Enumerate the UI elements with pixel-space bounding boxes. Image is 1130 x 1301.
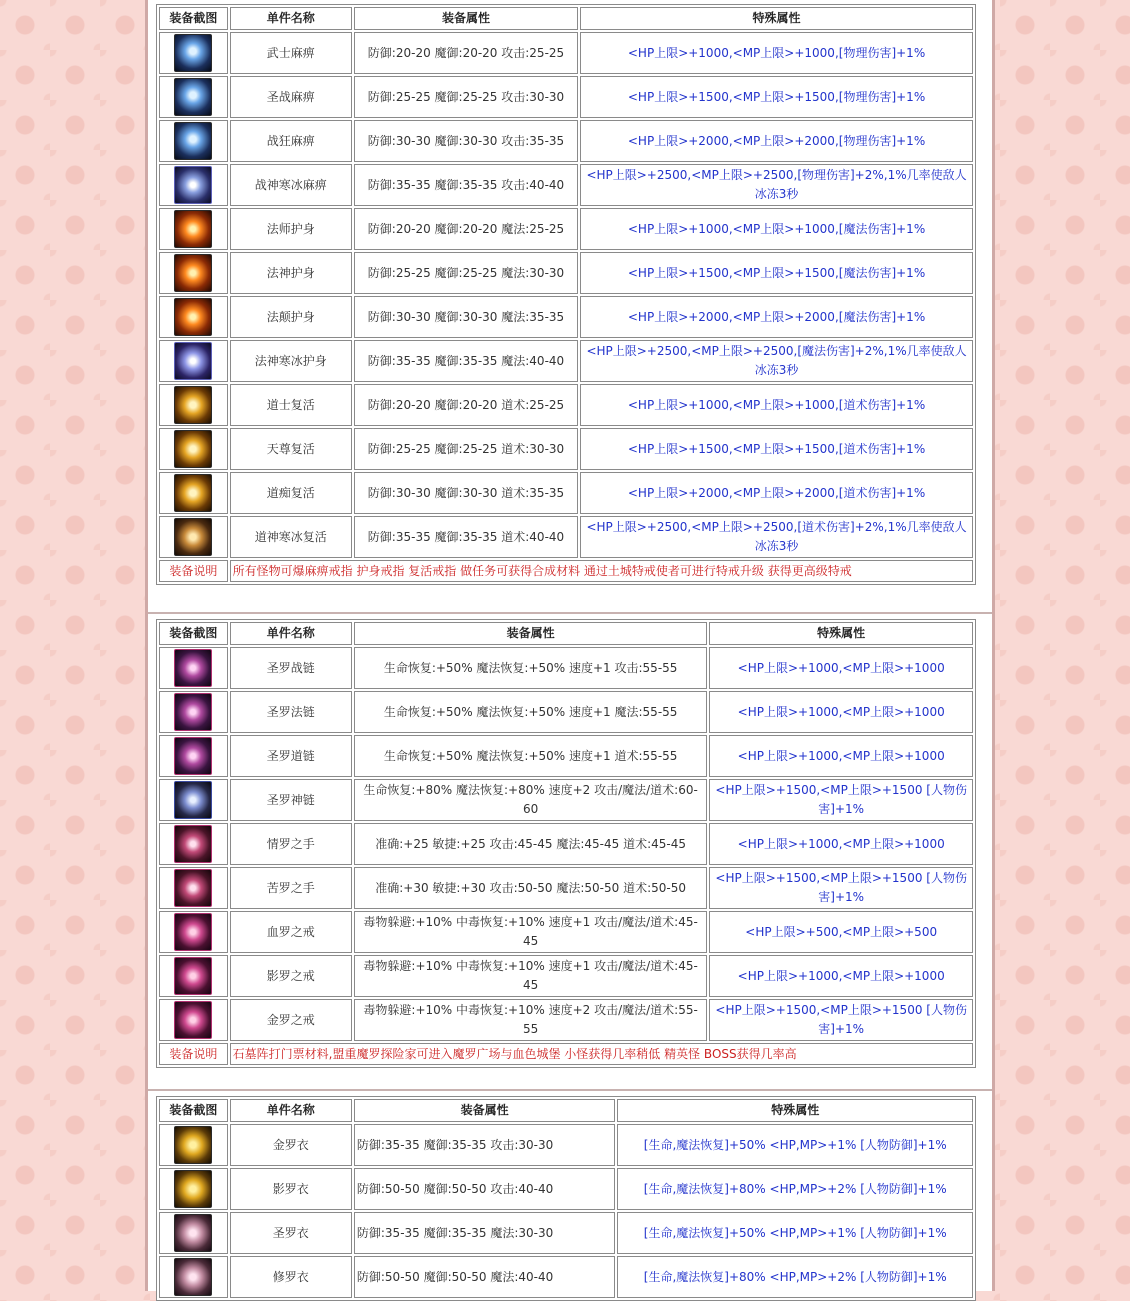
table-row (159, 735, 973, 777)
item-attributes: 准确:+25 敏捷:+25 攻击:45-45 魔法:45-45 道术:45-45 (354, 823, 708, 865)
item-attributes: 防御:30-30 魔御:30-30 道术:35-35 (354, 472, 578, 514)
item-attributes: 防御:30-30 魔御:30-30 魔法:35-35 (354, 296, 578, 338)
section-divider (148, 1089, 992, 1091)
table-row (159, 911, 973, 953)
gem-ring-icon (174, 957, 212, 995)
revival-ring-icon (174, 430, 212, 468)
equipment-image-cell (159, 32, 228, 74)
col-header-name: 单件名称 (230, 1099, 352, 1122)
table-row (159, 999, 973, 1041)
gem-ring-icon (174, 1001, 212, 1039)
note-row (159, 1043, 973, 1065)
table-header-row (159, 622, 973, 645)
equipment-image-cell (159, 691, 228, 733)
equipment-image-cell (159, 340, 228, 382)
item-name: 圣战麻痹 (230, 76, 352, 118)
equipment-image-cell (159, 647, 228, 689)
table-row (159, 384, 973, 426)
bracelet-icon (174, 825, 212, 863)
col-header-special: 特殊属性 (617, 1099, 973, 1122)
item-special-attributes: <HP上限>+1000,<MP上限>+1000,[魔法伤害]+1% (580, 208, 973, 250)
item-name: 影罗之戒 (230, 955, 352, 997)
table-row (159, 1168, 973, 1210)
item-attributes: 生命恢复:+50% 魔法恢复:+50% 速度+1 道术:55-55 (354, 735, 708, 777)
table-row (159, 867, 973, 909)
gem-ring-icon (174, 913, 212, 951)
col-header-screenshot: 装备截图 (159, 7, 228, 30)
table-row (159, 340, 973, 382)
equipment-image-cell (159, 296, 228, 338)
gold-armor-icon (174, 1126, 212, 1164)
item-name: 道士复活 (230, 384, 352, 426)
item-attributes: 毒物躲避:+10% 中毒恢复:+10% 速度+1 攻击/魔法/道术:45-45 (354, 955, 708, 997)
equipment-image-cell (159, 208, 228, 250)
item-special-attributes: <HP上限>+1000,<MP上限>+1000 (709, 823, 973, 865)
item-special-attributes: <HP上限>+1000,<MP上限>+1000,[道术伤害]+1% (580, 384, 973, 426)
item-special-attributes: <HP上限>+1500,<MP上限>+1500 [人物伤害]+1% (709, 999, 973, 1041)
item-special-attributes: [生命,魔法恢复]+80% <HP,MP>+2% [人物防御]+1% (617, 1256, 973, 1298)
table-row (159, 1212, 973, 1254)
item-attributes: 防御:50-50 魔御:50-50 魔法:40-40 (354, 1256, 616, 1298)
item-special-attributes: <HP上限>+2500,<MP上限>+2500,[道术伤害]+2%,1%几率使敌人冰冻3秒 (580, 516, 973, 558)
mage-armor-icon (174, 1214, 212, 1252)
item-special-attributes: <HP上限>+2000,<MP上限>+2000,[魔法伤害]+1% (580, 296, 973, 338)
item-name: 圣罗衣 (230, 1212, 352, 1254)
col-header-name: 单件名称 (230, 7, 352, 30)
col-header-attributes: 装备属性 (354, 7, 578, 30)
item-attributes: 生命恢复:+80% 魔法恢复:+80% 速度+2 攻击/魔法/道术:60-60 (354, 779, 708, 821)
item-attributes: 防御:25-25 魔御:25-25 道术:30-30 (354, 428, 578, 470)
equipment-image-cell (159, 911, 228, 953)
table-row (159, 955, 973, 997)
item-name: 金罗之戒 (230, 999, 352, 1041)
ice-revival-ring-icon (174, 518, 212, 556)
equipment-image-cell (159, 516, 228, 558)
equipment-image-cell (159, 779, 228, 821)
paralysis-ring-icon (174, 34, 212, 72)
item-name: 道痴复活 (230, 472, 352, 514)
equipment-image-cell (159, 252, 228, 294)
equipment-image-cell (159, 867, 228, 909)
mage-armor-icon (174, 1258, 212, 1296)
item-attributes: 防御:35-35 魔御:35-35 道术:40-40 (354, 516, 578, 558)
col-header-name: 单件名称 (230, 622, 352, 645)
table-row (159, 516, 973, 558)
item-name: 圣罗道链 (230, 735, 352, 777)
item-name: 影罗衣 (230, 1168, 352, 1210)
paralysis-ring-icon (174, 122, 212, 160)
note-label: 装备说明 (159, 1043, 228, 1065)
item-attributes: 防御:30-30 魔御:30-30 攻击:35-35 (354, 120, 578, 162)
table-row (159, 779, 973, 821)
item-name: 法师护身 (230, 208, 352, 250)
table-row (159, 164, 973, 206)
table-row (159, 32, 973, 74)
item-name: 法神护身 (230, 252, 352, 294)
table-row (159, 252, 973, 294)
table-header-row (159, 1099, 973, 1122)
table-row (159, 120, 973, 162)
item-name: 天尊复活 (230, 428, 352, 470)
col-header-attributes: 装备属性 (354, 1099, 616, 1122)
item-name: 圣罗神链 (230, 779, 352, 821)
equipment-image-cell (159, 384, 228, 426)
table-row (159, 296, 973, 338)
gold-armor-icon (174, 1170, 212, 1208)
equipment-image-cell (159, 1256, 228, 1298)
item-special-attributes: <HP上限>+2000,<MP上限>+2000,[道术伤害]+1% (580, 472, 973, 514)
protection-ring-icon (174, 210, 212, 248)
item-name: 血罗之戒 (230, 911, 352, 953)
item-name: 修罗衣 (230, 1256, 352, 1298)
item-attributes: 防御:20-20 魔御:20-20 魔法:25-25 (354, 208, 578, 250)
equipment-image-cell (159, 164, 228, 206)
equipment-image-cell (159, 735, 228, 777)
equipment-image-cell (159, 1212, 228, 1254)
item-name: 情罗之手 (230, 823, 352, 865)
item-name: 武士麻痹 (230, 32, 352, 74)
ice-protection-ring-icon (174, 342, 212, 380)
item-special-attributes: <HP上限>+1000,<MP上限>+1000 (709, 691, 973, 733)
note-label: 装备说明 (159, 560, 228, 582)
note-text: 石墓阵打门票材料,盟重魔罗探险家可进入魔罗广场与血色城堡 小怪获得几率稍低 精英怪 BOSS获得几率高 (230, 1043, 973, 1065)
item-special-attributes: <HP上限>+2500,<MP上限>+2500,[魔法伤害]+2%,1%几率使敌人冰冻3秒 (580, 340, 973, 382)
item-name: 战神寒冰麻痹 (230, 164, 352, 206)
item-name: 战狂麻痹 (230, 120, 352, 162)
item-special-attributes: <HP上限>+1500,<MP上限>+1500,[道术伤害]+1% (580, 428, 973, 470)
equipment-image-cell (159, 120, 228, 162)
table-row (159, 647, 973, 689)
item-special-attributes: <HP上限>+1500,<MP上限>+1500 [人物伤害]+1% (709, 867, 973, 909)
protection-ring-icon (174, 254, 212, 292)
equipment-image-cell (159, 955, 228, 997)
luo-armor-table (156, 1096, 976, 1301)
table-row (159, 1124, 973, 1166)
table-row (159, 208, 973, 250)
table-row (159, 428, 973, 470)
item-attributes: 防御:25-25 魔御:25-25 攻击:30-30 (354, 76, 578, 118)
item-attributes: 防御:35-35 魔御:35-35 攻击:30-30 (354, 1124, 616, 1166)
item-name: 法颠护身 (230, 296, 352, 338)
protection-ring-icon (174, 298, 212, 336)
note-row (159, 560, 973, 582)
ice-paralysis-ring-icon (174, 166, 212, 204)
revival-ring-icon (174, 386, 212, 424)
item-special-attributes: <HP上限>+1000,<MP上限>+1000 (709, 647, 973, 689)
content-panel (145, 0, 995, 1291)
equipment-image-cell (159, 76, 228, 118)
item-attributes: 准确:+30 敏捷:+30 攻击:50-50 魔法:50-50 道术:50-50 (354, 867, 708, 909)
item-name: 圣罗战链 (230, 647, 352, 689)
divine-chain-icon (174, 781, 212, 819)
item-attributes: 防御:50-50 魔御:50-50 攻击:40-40 (354, 1168, 616, 1210)
equipment-image-cell (159, 1124, 228, 1166)
table-row (159, 1256, 973, 1298)
item-special-attributes: <HP上限>+1000,<MP上限>+1000 (709, 955, 973, 997)
special-ring-table (156, 4, 976, 585)
item-attributes: 生命恢复:+50% 魔法恢复:+50% 速度+1 魔法:55-55 (354, 691, 708, 733)
table-row (159, 691, 973, 733)
item-attributes: 防御:25-25 魔御:25-25 魔法:30-30 (354, 252, 578, 294)
item-special-attributes: <HP上限>+1500,<MP上限>+1500 [人物伤害]+1% (709, 779, 973, 821)
item-attributes: 防御:35-35 魔御:35-35 魔法:40-40 (354, 340, 578, 382)
paralysis-ring-icon (174, 78, 212, 116)
item-special-attributes: <HP上限>+500,<MP上限>+500 (709, 911, 973, 953)
item-attributes: 防御:35-35 魔御:35-35 攻击:40-40 (354, 164, 578, 206)
item-special-attributes: <HP上限>+2000,<MP上限>+2000,[物理伤害]+1% (580, 120, 973, 162)
equipment-image-cell (159, 1168, 228, 1210)
item-name: 道神寒冰复活 (230, 516, 352, 558)
item-name: 圣罗法链 (230, 691, 352, 733)
luo-jewelry-table (156, 619, 976, 1068)
equipment-image-cell (159, 999, 228, 1041)
col-header-special: 特殊属性 (580, 7, 973, 30)
item-special-attributes: <HP上限>+1500,<MP上限>+1500,[魔法伤害]+1% (580, 252, 973, 294)
item-special-attributes: <HP上限>+1500,<MP上限>+1500,[物理伤害]+1% (580, 76, 973, 118)
table-header-row (159, 7, 973, 30)
holy-chain-icon (174, 649, 212, 687)
item-special-attributes: [生命,魔法恢复]+50% <HP,MP>+1% [人物防御]+1% (617, 1124, 973, 1166)
col-header-screenshot: 装备截图 (159, 622, 228, 645)
item-name: 苦罗之手 (230, 867, 352, 909)
revival-ring-icon (174, 474, 212, 512)
item-attributes: 毒物躲避:+10% 中毒恢复:+10% 速度+2 攻击/魔法/道术:55-55 (354, 999, 708, 1041)
col-header-special: 特殊属性 (709, 622, 973, 645)
equipment-image-cell (159, 472, 228, 514)
table-row (159, 472, 973, 514)
item-attributes: 防御:35-35 魔御:35-35 魔法:30-30 (354, 1212, 616, 1254)
item-special-attributes: <HP上限>+2500,<MP上限>+2500,[物理伤害]+2%,1%几率使敌人冰冻3秒 (580, 164, 973, 206)
item-special-attributes: [生命,魔法恢复]+80% <HP,MP>+2% [人物防御]+1% (617, 1168, 973, 1210)
item-special-attributes: <HP上限>+1000,<MP上限>+1000 (709, 735, 973, 777)
equipment-image-cell (159, 823, 228, 865)
item-attributes: 防御:20-20 魔御:20-20 道术:25-25 (354, 384, 578, 426)
item-attributes: 生命恢复:+50% 魔法恢复:+50% 速度+1 攻击:55-55 (354, 647, 708, 689)
col-header-screenshot: 装备截图 (159, 1099, 228, 1122)
item-attributes: 毒物躲避:+10% 中毒恢复:+10% 速度+1 攻击/魔法/道术:45-45 (354, 911, 708, 953)
item-attributes: 防御:20-20 魔御:20-20 攻击:25-25 (354, 32, 578, 74)
table-row (159, 823, 973, 865)
section-divider (148, 612, 992, 614)
bracelet-icon (174, 869, 212, 907)
holy-chain-icon (174, 737, 212, 775)
col-header-attributes: 装备属性 (354, 622, 708, 645)
item-special-attributes: [生命,魔法恢复]+50% <HP,MP>+1% [人物防御]+1% (617, 1212, 973, 1254)
note-text: 所有怪物可爆麻痹戒指 护身戒指 复活戒指 做任务可获得合成材料 通过土城特戒使者可进行特戒升级 获得更高级特戒 (230, 560, 973, 582)
equipment-image-cell (159, 428, 228, 470)
item-name: 金罗衣 (230, 1124, 352, 1166)
table-row (159, 76, 973, 118)
holy-chain-icon (174, 693, 212, 731)
item-special-attributes: <HP上限>+1000,<MP上限>+1000,[物理伤害]+1% (580, 32, 973, 74)
item-name: 法神寒冰护身 (230, 340, 352, 382)
